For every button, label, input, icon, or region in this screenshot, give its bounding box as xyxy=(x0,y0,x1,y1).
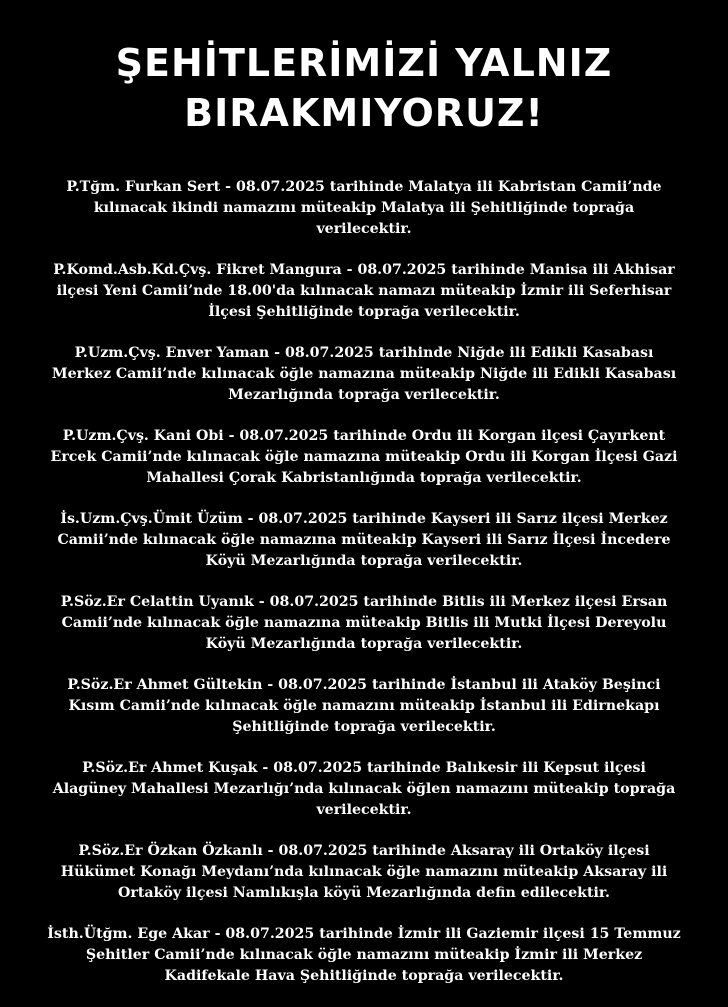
funeral-notice-4 xyxy=(20,426,708,489)
notice-line: Kısım Camii’nde kılınacak öğle namazını müteakip İstanbul ili Edirnekapı xyxy=(68,698,660,714)
notice-line: Camii’nde kılınacak öğle namazına müteakip Kayseri ili Sarız İlçesi İncedere xyxy=(57,532,671,548)
notice-line: İlçesi Şehitliğinde toprağa verilecektir. xyxy=(208,304,520,320)
notice-line: Ortaköy ilçesi Namlıkışla köyü Mezarlığında defin edilecektir. xyxy=(117,885,611,901)
notice-line: İsth.Ütğm. Ege Akar - 08.07.2025 tarihinde İzmir ili Gaziemir ilçesi 15 Temmuz xyxy=(47,926,681,942)
notice-line: Köyü Mezarlığında toprağa verilecektir. xyxy=(205,553,523,569)
funeral-notices-list xyxy=(20,177,708,1007)
funeral-notice-10 xyxy=(20,924,708,987)
notice-line: P.Uzm.Çvş. Kani Obi - 08.07.2025 tarihinde Ordu ili Korgan ilçesi Çayırkent xyxy=(62,428,666,444)
title-line-1: ŞEHİTLERİMİZİ YALNIZ xyxy=(115,41,613,85)
notice-line: Kadifekale Hava Şehitliğinde toprağa verilecektir. xyxy=(164,968,564,984)
notice-line: Alagüney Mahallesi Mezarlığı’nda kılınacak öğlen namazını müteakip toprağa xyxy=(52,781,676,797)
page-title xyxy=(0,38,728,138)
notice-line: verilecektir. xyxy=(316,802,412,818)
funeral-notice-9 xyxy=(20,841,708,904)
notice-line: Camii’nde kılınacak öğle namazına müteakip Bitlis ili Mutki İlçesi Dereyolu xyxy=(61,615,667,631)
funeral-notice-2 xyxy=(20,260,708,323)
funeral-notice-1 xyxy=(20,177,708,240)
notice-line: P.Komd.Asb.Kd.Çvş. Fikret Mangura - 08.07.2025 tarihinde Manisa ili Akhisar xyxy=(53,262,675,278)
notice-line: P.Söz.Er Ahmet Gültekin - 08.07.2025 tarihinde İstanbul ili Ataköy Beşinci xyxy=(67,677,661,693)
funeral-notice-3 xyxy=(20,343,708,406)
notice-line: Mahallesi Çorak Kabristanlığında toprağa verilecektir. xyxy=(146,470,582,486)
notice-line: Şehitliğinde toprağa verilecektir. xyxy=(232,719,496,735)
notice-line: Merkez Camii’nde kılınacak öğle namazına müteakip Niğde ili Edikli Kasabası xyxy=(51,366,677,382)
notice-line: kılınacak ikindi namazını müteakip Malatya ili Şehitliğinde toprağa xyxy=(93,200,635,216)
notice-line: P.Tğm. Furkan Sert - 08.07.2025 tarihinde Malatya ili Kabristan Camii’nde xyxy=(66,179,662,195)
notice-line: Köyü Mezarlığında toprağa verilecektir. xyxy=(205,636,523,652)
notice-line: P.Söz.Er Ahmet Kuşak - 08.07.2025 tarihinde Balıkesir ili Kepsut ilçesi xyxy=(82,760,646,776)
funeral-notice-7 xyxy=(20,675,708,738)
notice-line: Şehitler Camii’nde kılınacak öğle namazını müteakip İzmir ili Merkez xyxy=(85,947,643,963)
notice-line: P.Söz.Er Özkan Özkanlı - 08.07.2025 tarihinde Aksaray ili Ortaköy ilçesi xyxy=(78,843,650,859)
funeral-notice-5 xyxy=(20,509,708,572)
title-line-2: BIRAKMIYORUZ! xyxy=(184,91,544,135)
notice-line: Mezarlığında toprağa verilecektir. xyxy=(228,387,500,403)
notice-line: İs.Uzm.Çvş.Ümit Üzüm - 08.07.2025 tarihinde Kayseri ili Sarız ilçesi Merkez xyxy=(60,511,668,527)
notice-line: P.Uzm.Çvş. Enver Yaman - 08.07.2025 tarihinde Niğde ili Edikli Kasabası xyxy=(74,345,654,361)
notice-line: verilecektir. xyxy=(316,221,412,237)
notice-line: Hükümet Konağı Meydanı’nda kılınacak öğle namazını müteakip Aksaray ili xyxy=(60,864,668,880)
funeral-notice-8 xyxy=(20,758,708,821)
notice-line: P.Söz.Er Celattin Uyanık - 08.07.2025 tarihinde Bitlis ili Merkez ilçesi Ersan xyxy=(60,594,668,610)
notice-line: Ercek Camii’nde kılınacak öğle namazına müteakip Ordu ili Korgan İlçesi Gazi xyxy=(50,449,678,465)
notice-line: ilçesi Yeni Camii’nde 18.00'da kılınacak namazı müteakip İzmir ili Seferhisar xyxy=(56,283,672,299)
funeral-notice-6 xyxy=(20,592,708,655)
